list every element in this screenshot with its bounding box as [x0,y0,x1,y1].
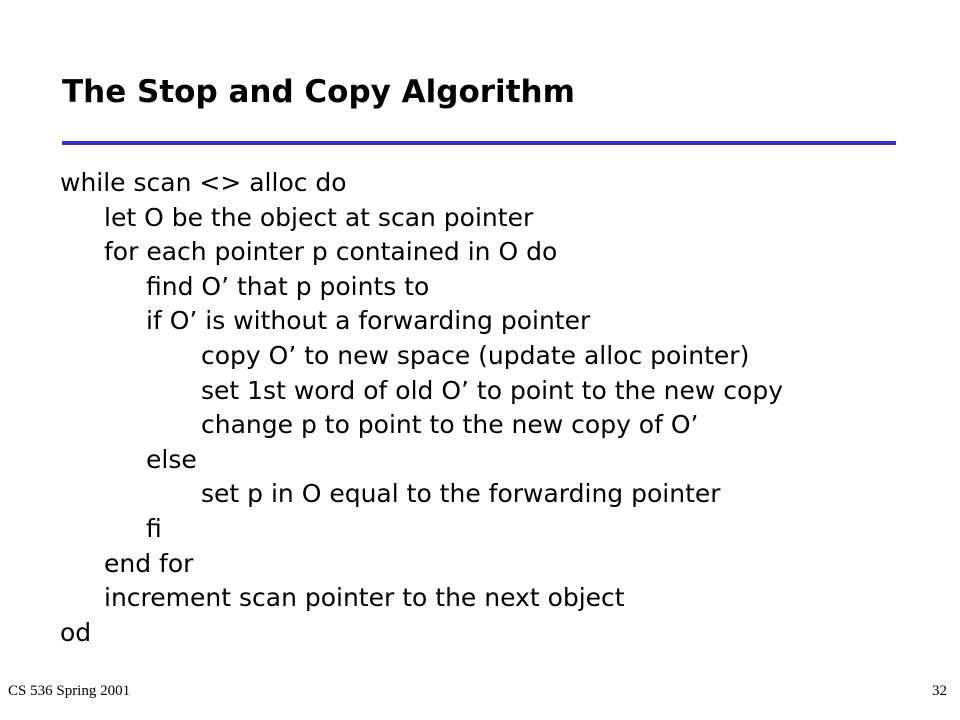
code-line: for each pointer p contained in O do [104,237,558,267]
footer-page-number: 32 [932,683,947,699]
code-line: copy O’ to new space (update alloc pointer) [201,340,750,370]
code-line: od [60,617,92,647]
code-line: if O’ is without a forwarding pointer [146,306,591,336]
title-underline [62,141,896,145]
footer-course: CS 536 Spring 2001 [8,683,131,699]
slide-title: The Stop and Copy Algorithm [62,74,575,110]
code-line: increment scan pointer to the next object [104,583,625,613]
code-line: while scan <> alloc do [60,168,347,197]
code-line: fi [146,513,162,543]
algorithm-code-block [60,166,783,650]
code-line: find O’ that p points to [146,271,430,301]
code-line: change p to point to the new copy of O’ [201,410,699,440]
code-line: set 1st word of old O’ to point to the new copy [201,375,783,405]
code-line: set p in O equal to the forwarding pointer [201,479,721,509]
code-line: else [146,444,197,474]
code-line: let O be the object at scan pointer [104,202,534,232]
code-line: end for [104,548,194,578]
